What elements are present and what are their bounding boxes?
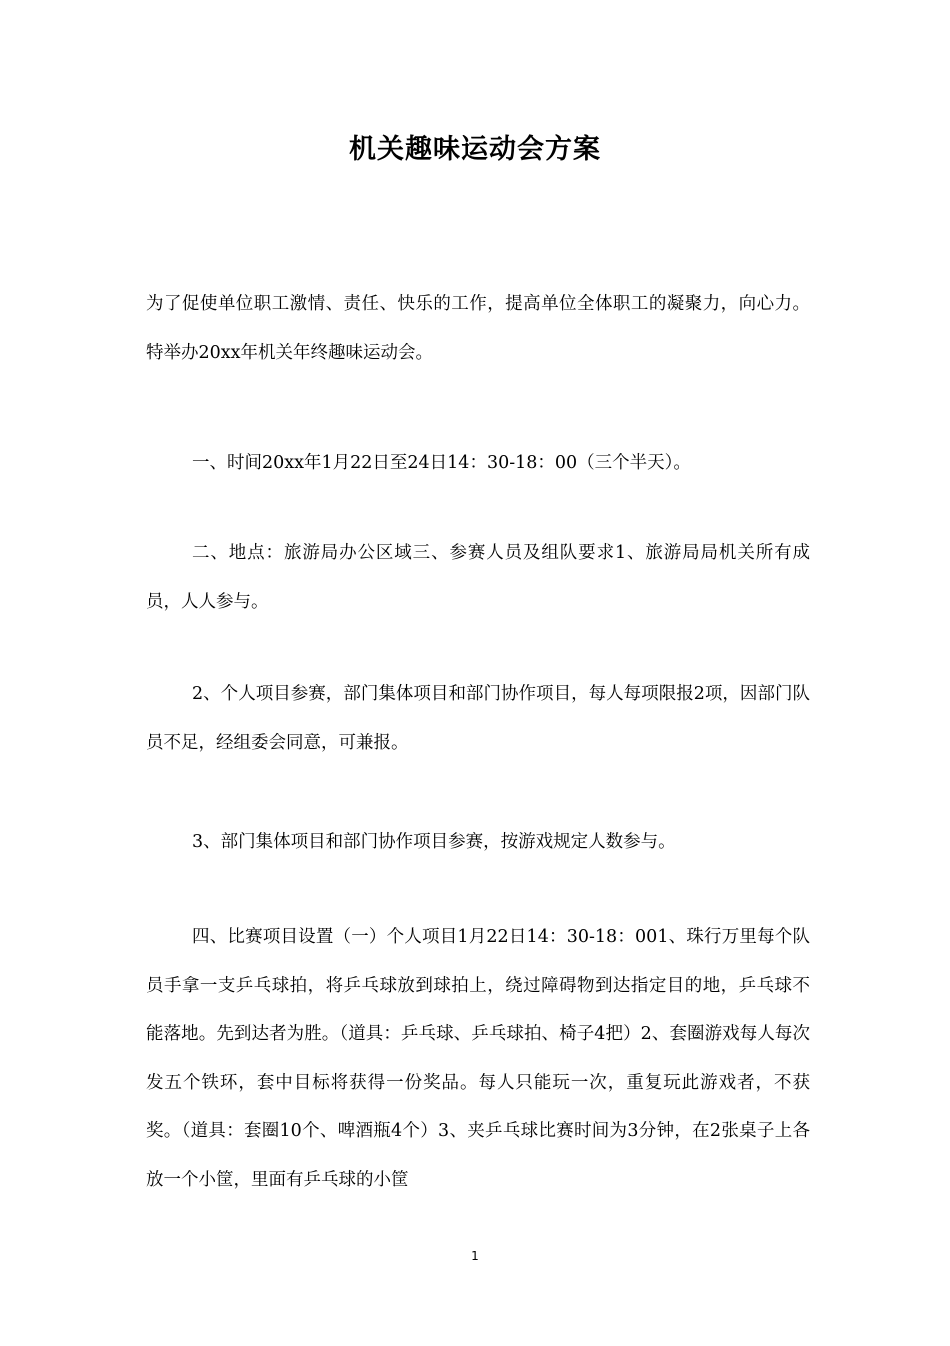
team-entry-paragraph: 3、部门集体项目和部门协作项目参赛，按游戏规定人数参与。 bbox=[192, 832, 676, 852]
time-paragraph: 一、时间20xx年1月22日至24日14：30-18：00（三个半天）。 bbox=[192, 453, 691, 473]
events-paragraph: 四、比赛项目设置（一）个人项目1月22日14：30-18：001、珠行万里每个队员手拿一支乒乓球拍，将乒乓球放到球拍上，绕过障碍物到达指定目的地，乒乓球不能落地。先到达者为胜。（道具：乒乓球、乒乓球拍、椅子4把）2、套圈游戏每人每次发五个铁环，套中目标将获得一份奖品。每人只能玩一次，重复玩此游戏者，不获奖。（道具：套圈10个、啤酒瓶4个）3、夹乒乓球比赛时间为3分钟，在2张桌子上各放一个小筐，里面有乒乓球的小筐 bbox=[146, 927, 810, 1190]
intro-paragraph: 为了促使单位职工激情、责任、快乐的工作，提高单位全体职工的凝聚力，向心力。特举办20xx年机关年终趣味运动会。 bbox=[146, 294, 810, 363]
individual-entry-paragraph: 2、个人项目参赛，部门集体项目和部门协作项目，每人每项限报2项，因部门队员不足，经组委会同意，可兼报。 bbox=[146, 684, 810, 753]
location-paragraph: 二、地点：旅游局办公区域三、参赛人员及组队要求1、旅游局局机关所有成员，人人参与。 bbox=[146, 543, 810, 612]
document-title: 机关趣味运动会方案 bbox=[349, 134, 601, 165]
page-number: 1 bbox=[471, 1249, 479, 1263]
